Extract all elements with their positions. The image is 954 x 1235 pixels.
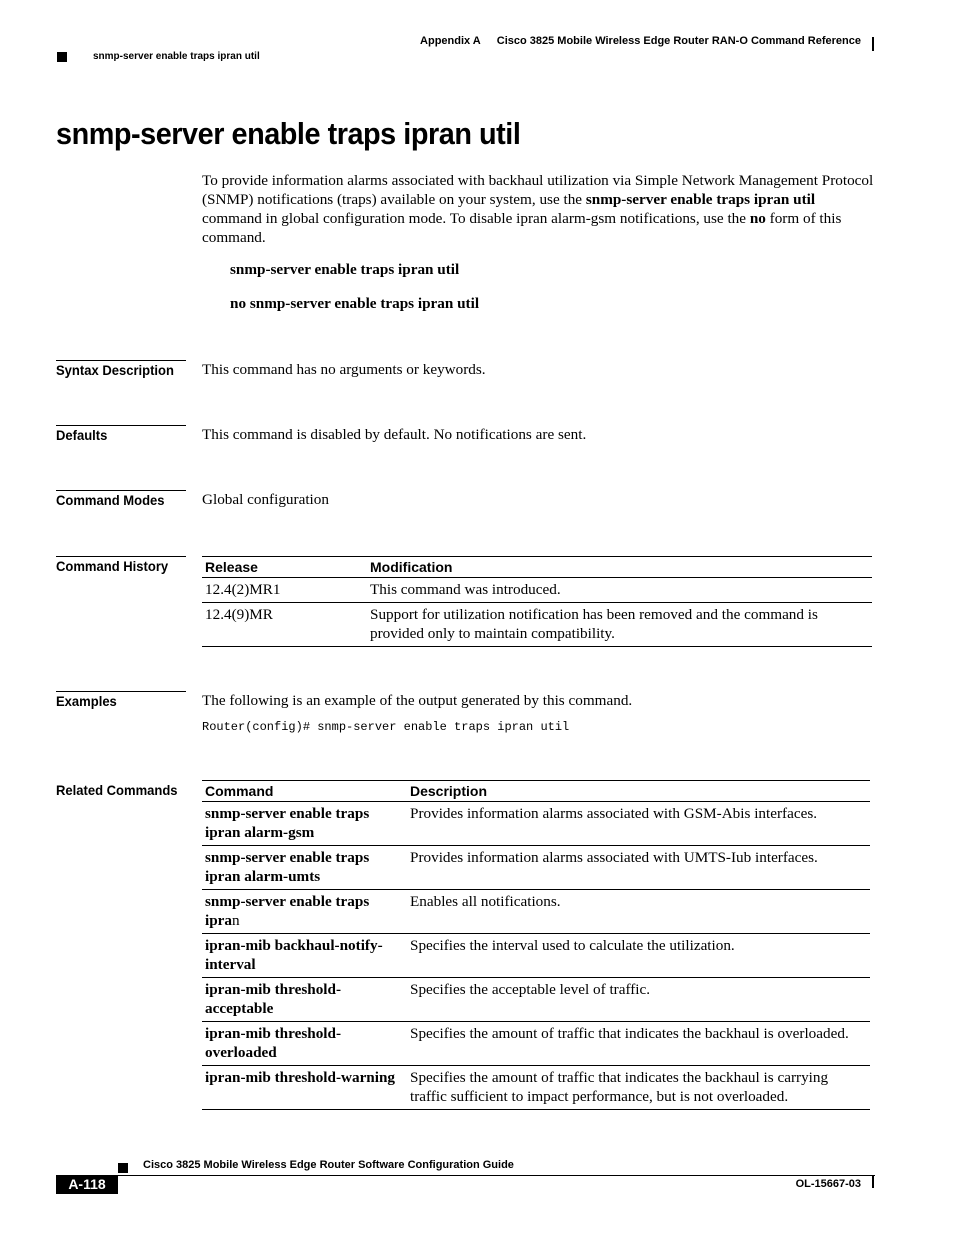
examples-heading: Examples [56,693,117,709]
header-appendix: Appendix A [420,35,481,47]
related-commands-heading: Related Commands [56,782,178,798]
description-cell: Specifies the interval used to calculate the utilization. [407,934,870,978]
release-cell: 12.4(2)MR1 [205,581,281,598]
example-code: Router(config)# snmp-server enable traps ipran util [202,720,570,734]
section-rule [56,425,186,426]
table-row [202,603,872,647]
table-row [202,1066,870,1110]
header-guide-title: Cisco 3825 Mobile Wireless Edge Router RAN-O Command Reference [496,35,861,47]
intro-text-3: form of this command. [202,210,842,246]
table-row [202,934,870,978]
footer-marker [118,1163,128,1173]
command-cell: snmp-server enable traps ipran [202,890,407,934]
column-header: Modification [367,557,872,578]
syntax-line-no: no snmp-server enable traps ipran util [230,295,480,312]
header-chapter [420,35,861,47]
page-number: A-118 [56,1175,118,1194]
intro-paragraph [202,171,877,247]
defaults-heading: Defaults [56,427,108,443]
intro-text-2: command in global configuration mode. To disable ipran alarm-gsm notifications, use the [202,210,750,227]
command-cell: ipran-mib threshold-warning [202,1066,407,1110]
syntax-line: snmp-server enable traps ipran util [230,261,460,278]
release-cell: 12.4(9)MR [202,603,367,647]
command-history-table [202,556,872,647]
modification-cell: This command was introduced. [370,581,561,598]
command-cell: snmp-server enable traps ipran alarm-umts [202,846,407,890]
syntax-description-text: This command has no arguments or keywords. [202,361,486,378]
command-cell: ipran-mib backhaul-notify-interval [202,934,407,978]
command-cell: snmp-server enable traps ipran alarm-gsm [205,805,370,841]
table-row [202,802,870,846]
document-id: OL-15667-03 [795,1178,861,1190]
section-rule [56,360,186,361]
description-cell: Provides information alarms associated with UMTS-Iub interfaces. [407,846,870,890]
intro-command: snmp-server enable traps ipran util [585,191,816,208]
related-commands-table [202,780,870,1110]
description-cell: Enables all notifications. [407,890,870,934]
modification-cell: Support for utilization notification has been removed and the command is provided only to maintain compatibility. [367,603,872,647]
running-head: snmp-server enable traps ipran util [93,51,260,62]
table-header-row [202,781,870,802]
table-row [202,978,870,1022]
table-row [202,890,870,934]
column-header: Description [407,781,870,802]
command-modes-text: Global configuration [202,491,329,508]
command-cell: ipran-mib threshold-overloaded [202,1022,407,1066]
table-row [202,1022,870,1066]
intro-text-1: To provide information alarms associated with backhaul utilization via Simple Network Management Protocol (SNMP) notifications (traps) available on your system, use the [202,172,874,208]
footer-guide-title: Cisco 3825 Mobile Wireless Edge Router Software Configuration Guide [143,1159,514,1171]
footer-bar [872,1175,874,1188]
defaults-text: This command is disabled by default. No notifications are sent. [202,426,587,443]
command-cell: ipran-mib threshold-acceptable [202,978,407,1022]
header-bar [872,37,874,51]
description-cell: Specifies the acceptable level of traffic. [407,978,870,1022]
column-header: Release [202,557,367,578]
description-cell: Specifies the amount of traffic that indicates the backhaul is overloaded. [407,1022,870,1066]
column-header: Command [202,781,407,802]
table-header-row [202,557,872,578]
section-rule [56,691,186,692]
description-cell: Specifies the amount of traffic that indicates the backhaul is carrying traffic sufficient to impact performance, but is not overloaded. [407,1066,870,1110]
section-rule [56,556,186,557]
table-row [202,578,872,603]
syntax-description-heading: Syntax Description [56,362,174,378]
command-history-heading: Command History [56,558,169,574]
description-cell: Provides information alarms associated with GSM-Abis interfaces. [410,805,818,822]
footer-rule [56,1175,875,1176]
header-marker [57,52,67,62]
table-row [202,846,870,890]
examples-text: The following is an example of the output generated by this command. [202,692,633,709]
command-modes-heading: Command Modes [56,492,165,508]
intro-no-keyword: no [749,210,766,227]
section-rule [56,490,186,491]
page-title: snmp-server enable traps ipran util [56,116,521,151]
